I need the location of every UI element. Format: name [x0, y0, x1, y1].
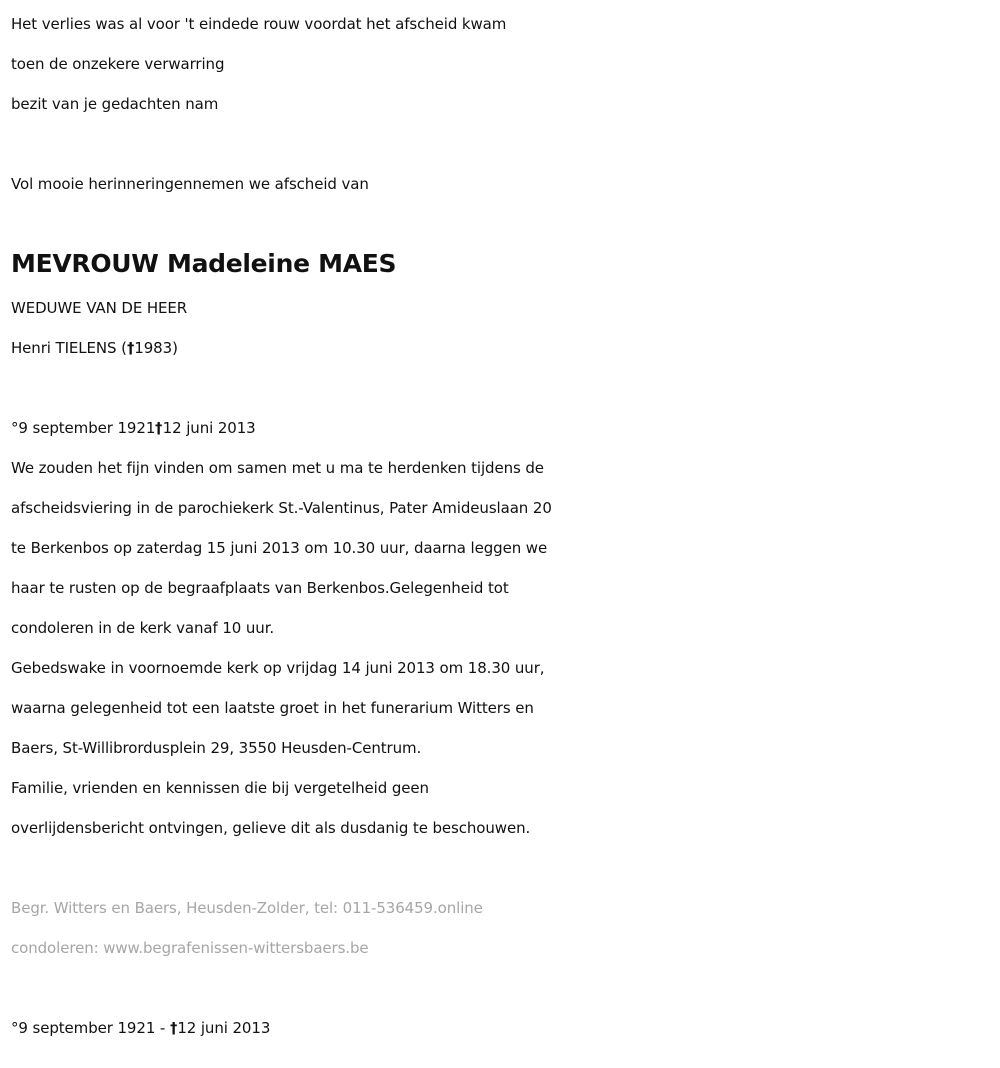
body-line: afscheidsviering in de parochiekerk St.-Valentinus, Pater Amideuslaan 20: [11, 499, 552, 517]
funeral-home-line: Begr. Witters en Baers, Heusden-Zolder, tel: 011-536459.online: [11, 899, 483, 917]
poem-line: Het verlies was al voor 't eindede rouw voordat het afscheid kwam: [11, 15, 507, 33]
body-line: haar te rusten op de begraafplaats van Berkenbos.Gelegenheid tot: [11, 579, 509, 597]
spacer: [11, 368, 996, 408]
cross-icon: †: [127, 339, 135, 357]
spacer: [11, 124, 996, 164]
body-line: overlijdensbericht ontvingen, gelieve dit als dusdanig te beschouwen.: [11, 819, 531, 837]
spouse-line: [11, 328, 996, 368]
poem-line: bezit van je gedachten nam: [11, 95, 219, 113]
spouse-death-year: 1983): [134, 339, 178, 357]
body-line: We zouden het fijn vinden om samen met u ma te herdenken tijdens de: [11, 459, 544, 477]
obituary-notice: [11, 4, 996, 1048]
death-date: 12 juni 2013: [162, 419, 256, 437]
body-line: condoleren in de kerk vanaf 10 uur.: [11, 619, 275, 637]
body-line: te Berkenbos op zaterdag 15 juni 2013 om 10.30 uur, daarna leggen we: [11, 539, 548, 557]
poem-line: toen de onzekere verwarring: [11, 55, 225, 73]
life-dates: [11, 408, 996, 448]
body-line: waarna gelegenheid tot een laatste groet in het funerarium Witters en: [11, 699, 534, 717]
deceased-name: MEVROUW Madeleine MAES: [11, 249, 397, 278]
spacer: [11, 848, 996, 888]
intro-text: Vol mooie herinneringennemen we afscheid van: [11, 175, 369, 193]
widow-of-label: WEDUWE VAN DE HEER: [11, 299, 188, 317]
funeral-home-line: condoleren: www.begrafenissen-wittersbaers.be: [11, 939, 369, 957]
body-line: Baers, St-Willibrordusplein 29, 3550 Heusden-Centrum.: [11, 739, 422, 757]
spacer: [11, 968, 996, 1008]
announcement-body: [11, 448, 996, 848]
footer-death-date: 12 juni 2013: [177, 1019, 271, 1037]
footer-birth-date: °9 september 1921 -: [11, 1019, 170, 1037]
body-line: Familie, vrienden en kennissen die bij vergetelheid geen: [11, 779, 429, 797]
spouse-name: Henri TIELENS (: [11, 339, 127, 357]
birth-date: °9 september 1921: [11, 419, 156, 437]
spacer: [11, 204, 996, 238]
cross-icon: †: [170, 1019, 178, 1037]
body-line: Gebedswake in voornoemde kerk op vrijdag 14 juni 2013 om 18.30 uur,: [11, 659, 545, 677]
footer-dates: [11, 1008, 996, 1048]
cross-icon: †: [155, 419, 163, 437]
funeral-home-info: [11, 888, 996, 968]
poem: [11, 4, 996, 124]
